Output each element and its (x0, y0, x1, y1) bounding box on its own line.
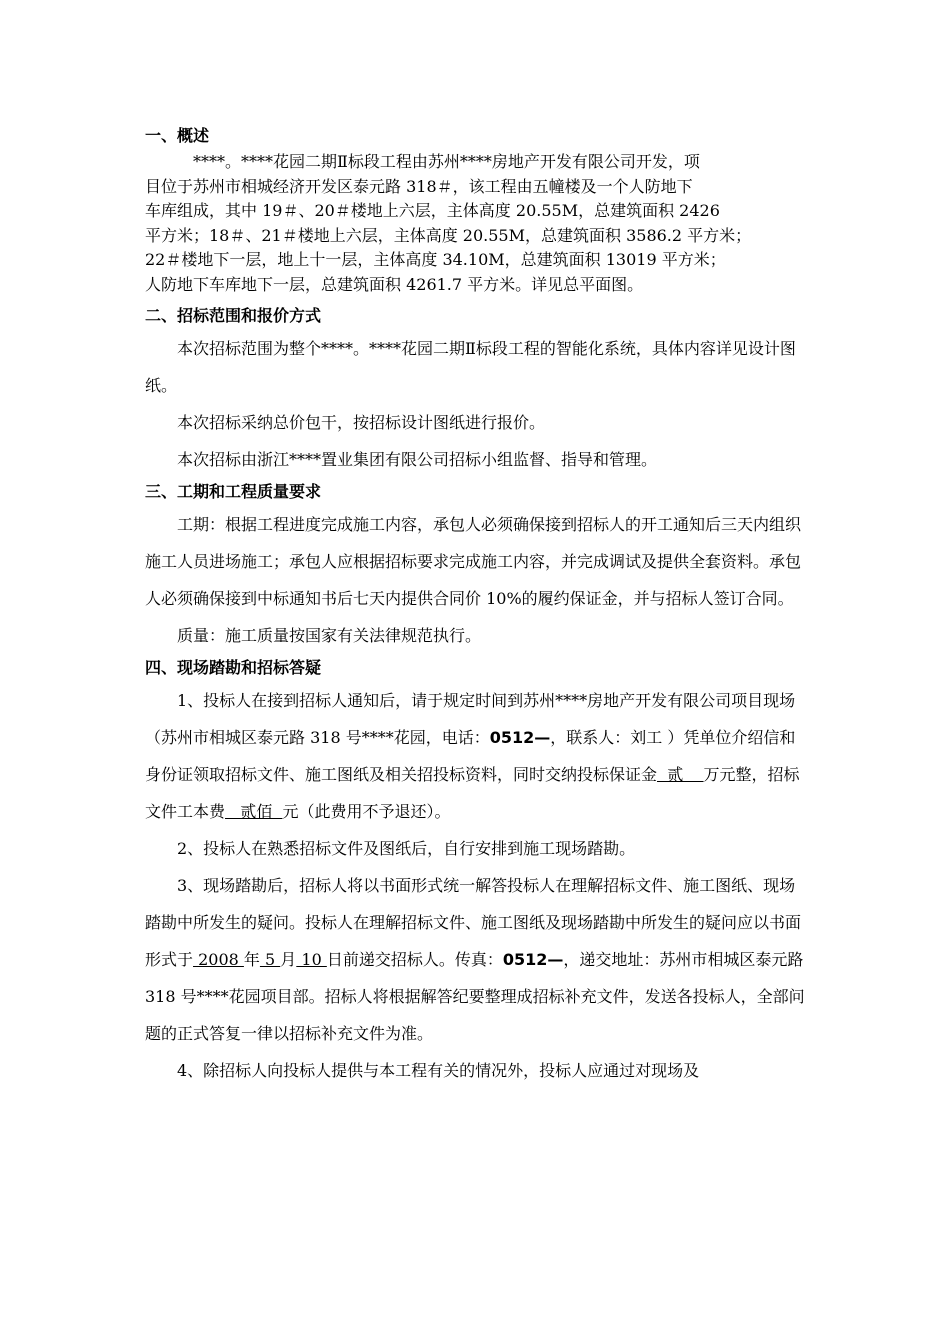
site-info-paragraph: 4、除招标人向投标人提供与本工程有关的情况外，投标人应通过对现场及 (177, 1060, 700, 1080)
site-visit-text-d: 元（此费用不予退还）。 (282, 801, 451, 821)
overview-line-1: ****。****花园二期Ⅱ标段工程由苏州****房地产开发有限公司开发，项 (193, 152, 700, 171)
section-4-heading: 四、现场踏勘和招标答疑 (145, 657, 322, 677)
qa-text-a: 3、现场踏勘后，招标人将以书面形式统一解答投标人在理解招标文件、施工图纸、现场踏勘中所发生的疑问。投标人在理解招标文件、施工图纸及现场踏勘中所发生的疑问应以书面形式于 (145, 875, 802, 969)
overview-line-5: 22＃楼地下一层，地上十一层，主体高度 34.10M，总建筑面积 13019 平方米； (145, 250, 726, 270)
qa-text-f: ，递交地址：苏州市相城区泰元路 318 号****花园项目部。招标人将根据解答纪要整理成招标补充文件，发送各投标人，全部问题的正式答复一律以招标补充文件为准。 (145, 949, 805, 1043)
self-survey-paragraph: 2、投标人在熟悉招标文件及图纸后，自行安排到施工现场踏勘。 (177, 838, 636, 858)
section-2-heading: 二、招标范围和报价方式 (145, 305, 322, 325)
overview-line-3: 车库组成，其中 19＃、20＃楼地上六层，主体高度 20.55M，总建筑面积 2426 (145, 201, 720, 221)
document-fee: 贰佰 (225, 801, 283, 821)
phone-number: 0512— (489, 727, 551, 747)
fax-number: 0512— (502, 949, 564, 969)
deposit-amount: 贰 (657, 764, 704, 784)
deadline-year: 2008 (193, 949, 244, 969)
qa-text-e: 日前递交招标人。传真： (326, 949, 503, 969)
scope-paragraph: 本次招标范围为整个****。****花园二期Ⅱ标段工程的智能化系统，具体内容详见设计图纸。 (145, 338, 796, 395)
qa-paragraph (145, 867, 810, 1052)
quality-paragraph: 质量：施工质量按国家有关法律规范执行。 (177, 625, 482, 645)
site-visit-text-b: ，联系人：刘工 ）凭单位介绍信和身份证领取招标文件、施工图纸及相关招投标资料，同时交纳投标保证金 (145, 727, 796, 784)
supervision-paragraph: 本次招标由浙江****置业集团有限公司招标小组监督、指导和管理。 (177, 449, 658, 469)
month-label: 月 (280, 949, 297, 969)
deadline-day: 10 (296, 949, 327, 969)
section-3-heading: 三、工期和工程质量要求 (145, 481, 322, 501)
schedule-paragraph: 工期：根据工程进度完成施工内容，承包人必须确保接到招标人的开工通知后三天内组织施工人员进场施工；承包人应根据招标要求完成施工内容，并完成调试及提供全套资料。承包人必须确保接到中标通知书后七天内提供合同价 10%的履约保证金，并与招标人签订合同。 (145, 514, 802, 608)
section-1-paragraph (145, 150, 810, 298)
pricing-paragraph: 本次招标采纳总价包干，按招标设计图纸进行报价。 (177, 412, 546, 432)
section-1-heading: 一、概述 (145, 126, 210, 145)
overview-line-2: 目位于苏州市相城经济开发区泰元路 318＃，该工程由五幢楼及一个人防地下 (145, 176, 693, 196)
overview-line-6: 人防地下车库地下一层，总建筑面积 4261.7 平方米。详见总平面图。 (145, 274, 644, 294)
year-label: 年 (243, 949, 260, 969)
site-visit-paragraph (145, 682, 810, 830)
site-visit-text-c: 万元整，招标文件工本费 (145, 764, 800, 821)
site-visit-text-a: 1、投标人在接到招标人通知后，请于规定时间到苏州****房地产开发有限公司项目现场（苏州市相城区泰元路 318 号****花园，电话： (145, 690, 796, 747)
deadline-month: 5 (259, 949, 281, 969)
overview-line-4: 平方米；18＃、21＃楼地上六层，主体高度 20.55M，总建筑面积 3586.2 平方米； (145, 225, 752, 245)
